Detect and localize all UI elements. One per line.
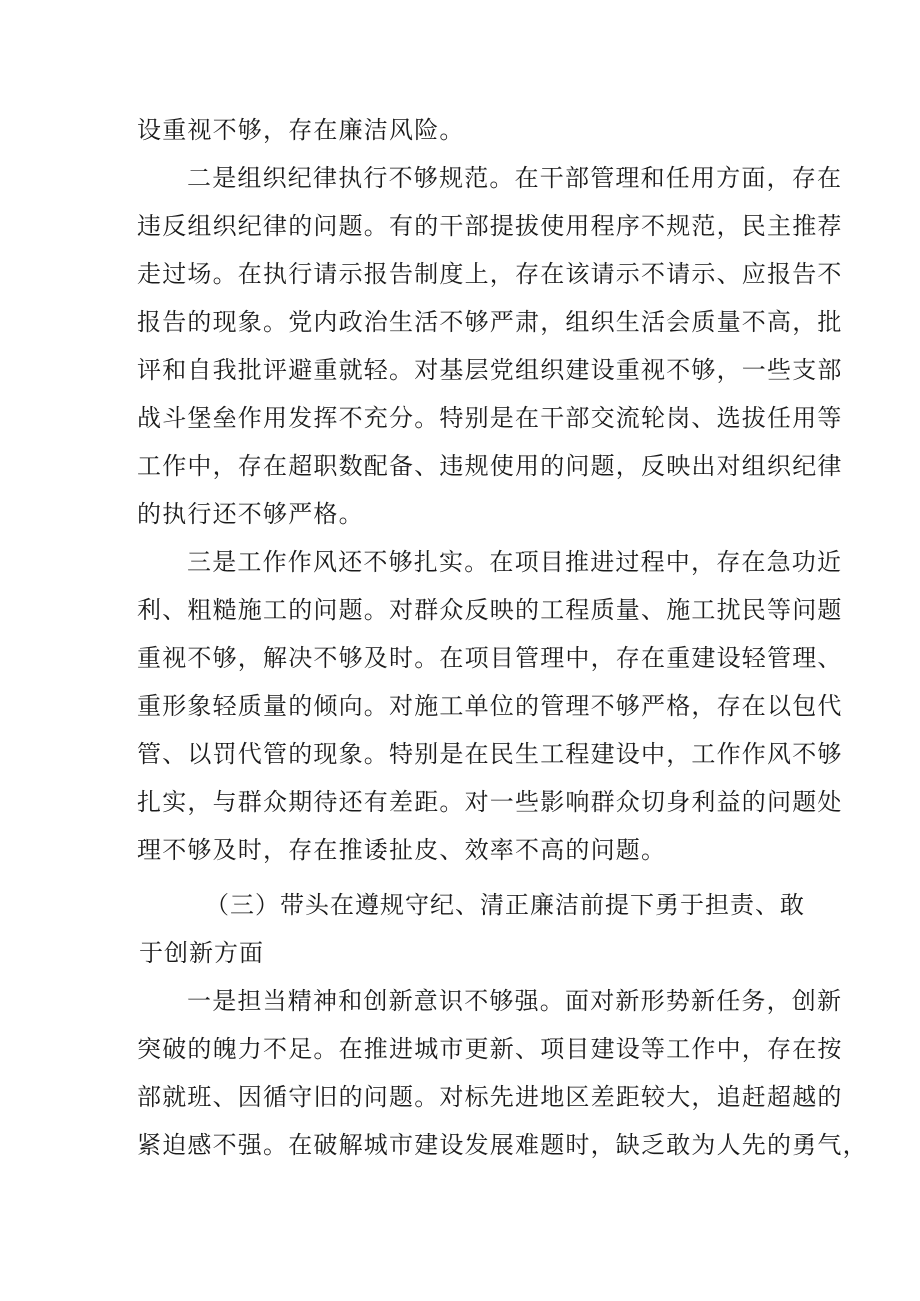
text-line: 重视不够，解决不够及时。在项目管理中，存在重建设轻管理、 (137, 644, 843, 672)
text-line: 的执行还不够严格。 (137, 500, 364, 528)
text-line: 利、粗糙施工的问题。对群众反映的工程质量、施工扰民等问题 (137, 596, 843, 624)
text-line: 走过场。在执行请示报告制度上，存在该请示不请示、应报告不 (137, 260, 843, 288)
text-line: 设重视不够，存在廉洁风险。 (137, 116, 465, 144)
paragraph-continuation (137, 106, 787, 154)
text-line: 紧迫感不强。在破解城市建设发展难题时，缺乏敢为人先的勇气， (137, 1131, 868, 1159)
paragraph-work-style (137, 538, 843, 874)
text-line: 评和自我批评避重就轻。对基层党组织建设重视不够，一些支部 (137, 356, 843, 384)
text-line: 扎实，与群众期待还有差距。对一些影响群众切身利益的问题处 (137, 788, 843, 816)
text-line: 违反组织纪律的问题。有的干部提拔使用程序不规范，民主推荐 (137, 212, 843, 240)
text-line: 理不够及时，存在推诿扯皮、效率不高的问题。 (137, 836, 667, 864)
text-line: 管、以罚代管的现象。特别是在民生工程建设中，工作作风不够 (137, 740, 843, 768)
heading-line: （三）带头在遵规守纪、清正廉洁前提下勇于担责、敢 (205, 891, 805, 919)
text-line: 突破的魄力不足。在推进城市更新、项目建设等工作中，存在按 (137, 1035, 843, 1063)
text-line: 工作中，存在超职数配备、违规使用的问题，反映出对组织纪律 (137, 452, 843, 480)
spacer (137, 874, 787, 881)
paragraph-responsibility-innovation (137, 977, 868, 1169)
text-line: 二是组织纪律执行不够规范。在干部管理和任用方面，存在 (187, 164, 843, 192)
section-heading (137, 881, 805, 977)
text-line: 报告的现象。党内政治生活不够严肃，组织生活会质量不高，批 (137, 308, 843, 336)
document-body (137, 106, 868, 1169)
text-line: 重形象轻质量的倾向。对施工单位的管理不够严格，存在以包代 (137, 692, 843, 720)
paragraph-organizational-discipline (137, 154, 843, 538)
text-line: 三是工作作风还不够扎实。在项目推进过程中，存在急功近 (187, 548, 843, 576)
text-line: 部就班、因循守旧的问题。对标先进地区差距较大，追赶超越的 (137, 1083, 843, 1111)
text-line: 一是担当精神和创新意识不够强。面对新形势新任务，创新 (187, 987, 843, 1015)
heading-line: 于创新方面 (139, 939, 264, 967)
text-line: 战斗堡垒作用发挥不充分。特别是在干部交流轮岗、选拔任用等 (137, 404, 843, 432)
